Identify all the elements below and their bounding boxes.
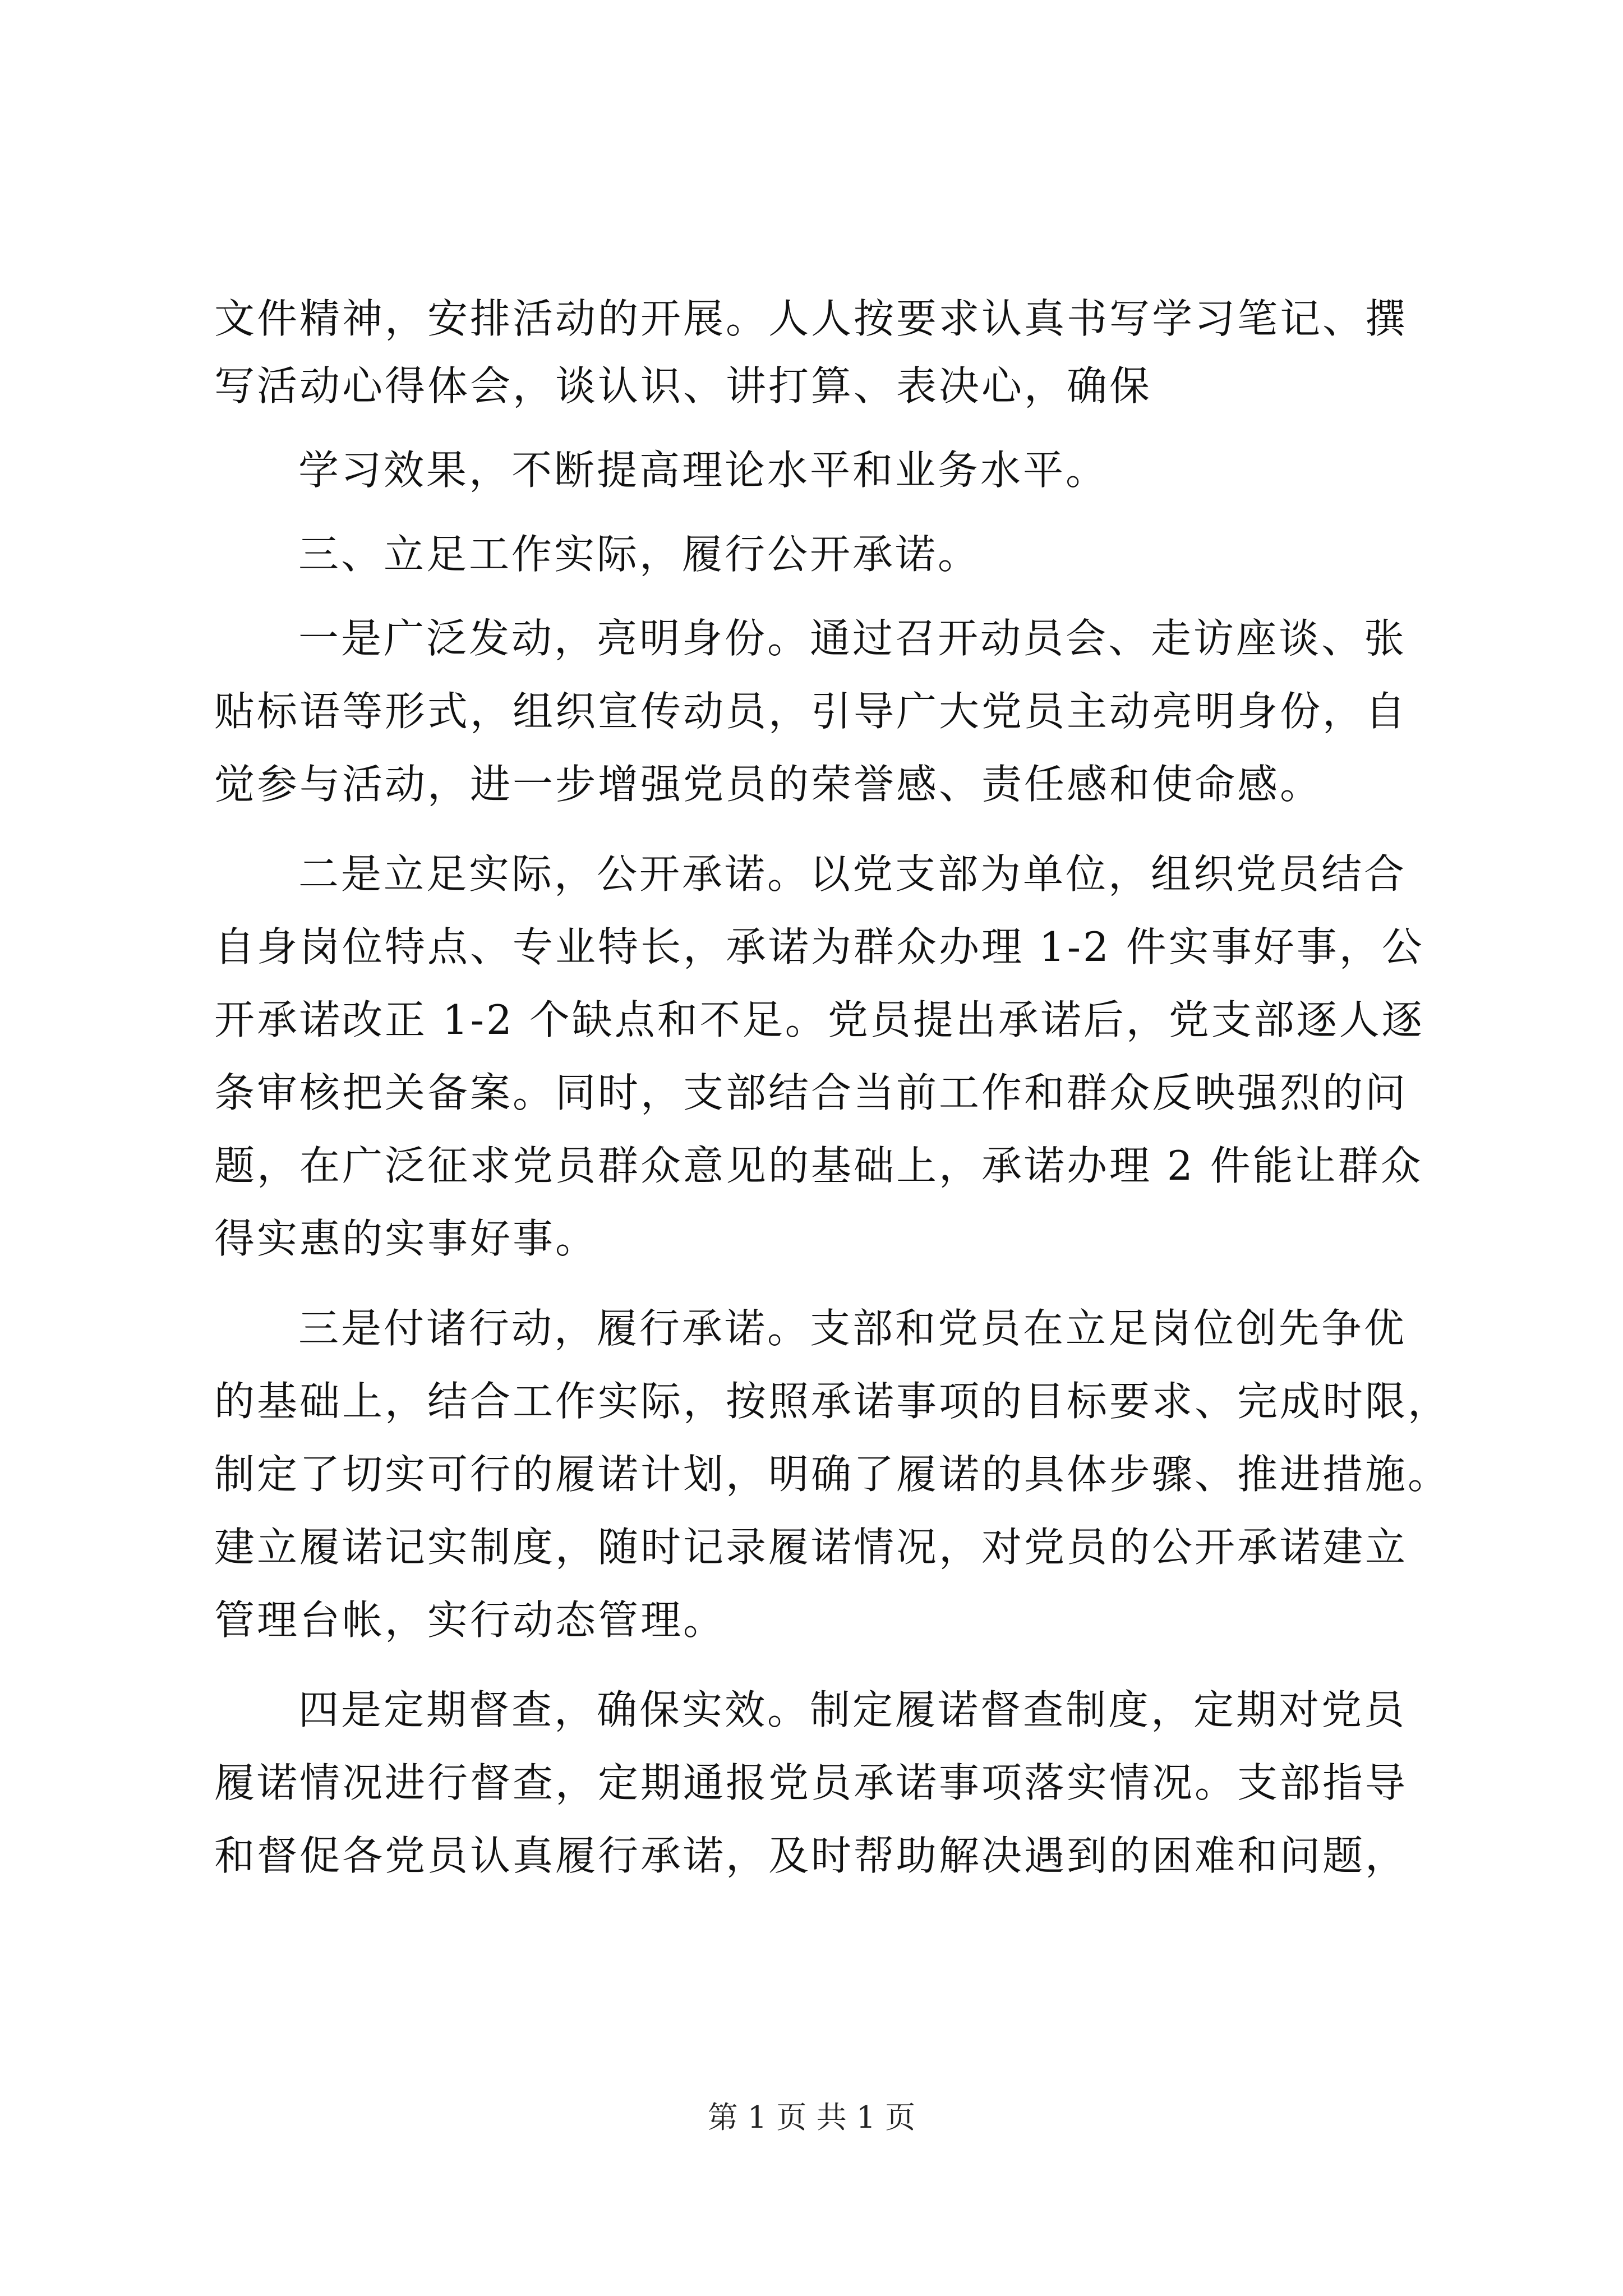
- text-line: 制定了切实可行的履诺计划，明确了履诺的具体步骤、推进措施。: [214, 1451, 1451, 1498]
- text-line: 四是定期督查，确保实效。制定履诺督查制度，定期对党员: [298, 1686, 1407, 1733]
- text-line: 的基础上，结合工作实际，按照承诺事项的目标要求、完成时限，: [214, 1378, 1451, 1425]
- text-line: 写活动心得体会，谈认识、讲打算、表决心，确保: [214, 362, 1152, 409]
- text-line: 二是立足实际，公开承诺。以党支部为单位，组织党员结合: [298, 850, 1407, 898]
- page-footer: 第 1 页 共 1 页: [707, 2100, 916, 2135]
- text-line: 一是广泛发动，亮明身份。通过召开动员会、走访座谈、张: [298, 615, 1407, 662]
- text-line: 自身岗位特点、专业特长，承诺为群众办理 1-2 件实事好事，公: [214, 923, 1424, 970]
- text-line: 觉参与活动，进一步增强党员的荣誉感、责任感和使命感。: [214, 761, 1323, 808]
- text-line: 建立履诺记实制度，随时记录履诺情况，对党员的公开承诺建立: [214, 1524, 1408, 1571]
- text-line: 题，在广泛征求党员群众意见的基础上，承诺办理 2 件能让群众: [214, 1142, 1423, 1189]
- text-line: 条审核把关备案。同时，支部结合当前工作和群众反映强烈的问: [214, 1069, 1408, 1116]
- text-line: 学习效果，不断提高理论水平和业务水平。: [298, 447, 1109, 494]
- text-line: 管理台帐，实行动态管理。: [214, 1596, 726, 1644]
- text-line: 履诺情况进行督查，定期通报党员承诺事项落实情况。支部指导: [214, 1759, 1408, 1806]
- text-line: 文件精神，安排活动的开展。人人按要求认真书写学习笔记、撰: [214, 295, 1408, 342]
- section-heading: 三、立足工作实际，履行公开承诺。: [298, 531, 981, 578]
- text-line: 三是付诸行动，履行承诺。支部和党员在立足岗位创先争优: [298, 1305, 1407, 1352]
- text-line: 开承诺改正 1-2 个缺点和不足。党员提出承诺后，党支部逐人逐: [214, 996, 1424, 1043]
- text-line: 贴标语等形式，组织宣传动员，引导广大党员主动亮明身份，自: [214, 688, 1408, 735]
- text-line: 和督促各党员认真履行承诺，及时帮助解决遇到的困难和问题，: [214, 1832, 1408, 1879]
- text-line: 得实惠的实事好事。: [214, 1215, 598, 1262]
